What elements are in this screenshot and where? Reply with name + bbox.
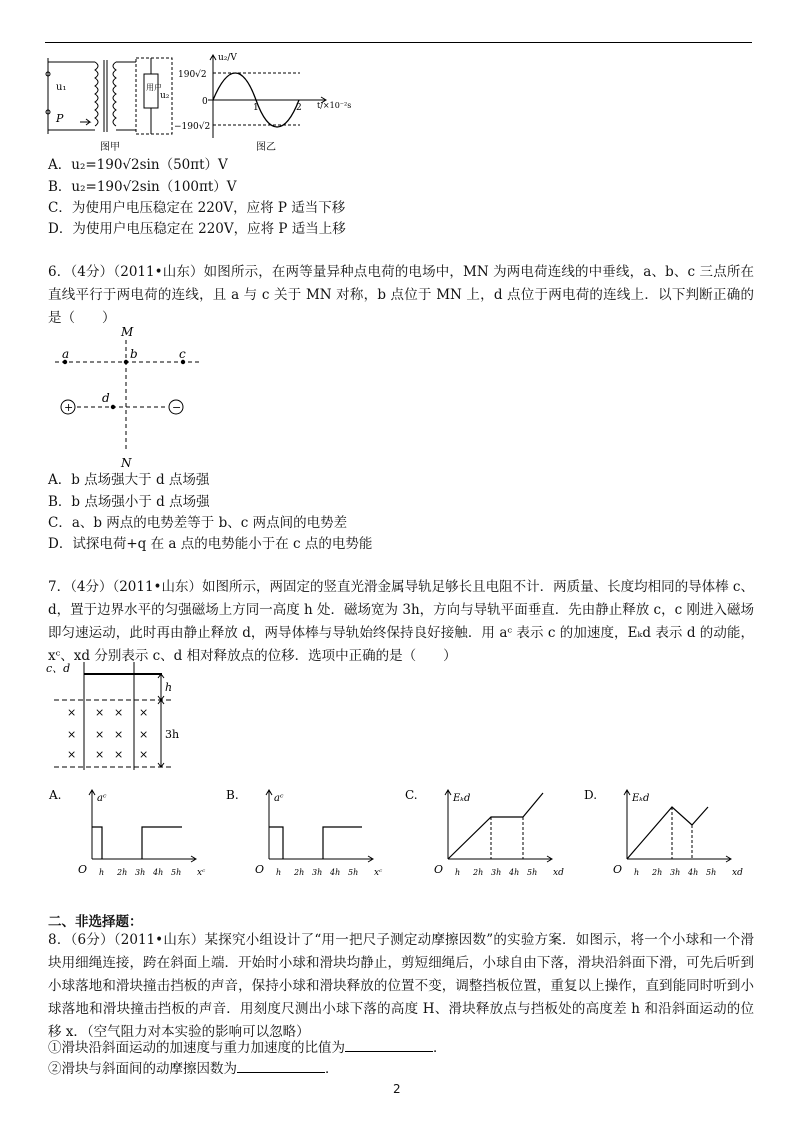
neg-amp-label: −190√2 — [174, 122, 211, 132]
graph-letter: C. — [405, 788, 418, 802]
graph-y-label: aᶜ — [97, 793, 107, 804]
q6-option-a: A．b 点场强大于 d 点场强 — [48, 472, 210, 488]
minus-charge: − — [172, 401, 182, 414]
zero-label: 0 — [202, 97, 208, 107]
q6-stem: 6．（4分）（2011•山东）如图所示，在两等量异种点电荷的电场中，MN 为两电荷连线的中垂线，a、b、c 三点所在直线平行于两电荷的连线，且 a 与 c 关于 MN 对称，b 点位于 MN 上，d 点位于两电荷的连线上．以下判断正确的是（ ） — [48, 264, 754, 326]
q7-stem: 7．（4分）（2011•山东）如图所示，两固定的竖直光滑金属导轨足够长且电阻不计．两质量、长度均相同的导体棒 c、d，置于边界水平的匀强磁场上方同一高度 h 处．磁场宽为 3h，方向与导轨平面垂直．先由静止释放 c，c 刚进入磁场即匀速运动，此时再由静止释放 d，两导体棒与导轨始终保持良好接触．用 aᶜ 表示 c 的加速度，Eₖd 表示 d 的动能，xᶜ、xd 分别表示 c、d 相对释放点的位移．选项中正确的是（ ） — [48, 579, 754, 664]
cd-label: c、d — [46, 662, 71, 675]
q6-option-b: B．b 点场强小于 d 点场强 — [48, 494, 210, 510]
graph-letter: A. — [49, 788, 62, 802]
plus-charge: + — [64, 401, 74, 414]
section-heading: 二、非选择题： — [48, 914, 143, 930]
page-number: 2 — [393, 1082, 401, 1096]
graph-tick: 4h — [509, 868, 520, 877]
q5-option-a: A．u₂=190√2sin（50πt）V — [48, 157, 228, 173]
graph-letter: D. — [584, 788, 598, 802]
graph-tick: 5h — [527, 868, 538, 877]
graph-a — [48, 788, 205, 878]
graph-curve — [627, 807, 708, 859]
svg-text:×: × — [95, 748, 105, 761]
q5-figures — [40, 50, 370, 155]
transformer-figure — [46, 58, 172, 153]
graph-origin: O — [613, 863, 623, 876]
graph-tick: 5h — [171, 868, 182, 877]
answer-blank-2[interactable] — [237, 1058, 325, 1073]
graph-origin: O — [78, 863, 88, 876]
q5-option-d: D．为使用户电压稳定在 220V，应将 P 适当上移 — [48, 221, 346, 237]
u1-label: u₁ — [56, 82, 67, 93]
q8-sub1: ①滑块沿斜面运动的加速度与重力加速度的比值为 ． — [48, 1037, 447, 1058]
graph-b — [226, 788, 382, 878]
svg-text:×: × — [139, 728, 149, 741]
graph-tick: 4h — [688, 868, 699, 877]
tick-2-label: 2 — [296, 103, 302, 113]
wave-figure — [174, 53, 351, 153]
graph-tick: 2h — [117, 868, 128, 877]
graph-x-label: xd — [553, 868, 564, 878]
tick-1-label: 1 — [253, 103, 259, 113]
graph-y-label: Eₖd — [632, 793, 650, 804]
graph-tick: 4h — [153, 868, 164, 877]
p-label: P — [56, 112, 64, 125]
graph-tick: h — [99, 868, 105, 877]
svg-text:×: × — [114, 728, 124, 741]
graph-tick: 3h — [670, 868, 681, 877]
q6-field-figure — [55, 322, 205, 472]
svg-text:×: × — [114, 748, 124, 761]
graph-tick: 3h — [135, 868, 146, 877]
graph-curve — [92, 827, 182, 859]
t-axis-label: t/×10⁻²s — [317, 101, 352, 110]
graph-tick: 3h — [312, 868, 323, 877]
graph-d — [584, 788, 743, 878]
user-label: 用户 — [146, 83, 162, 92]
q8-stem: 8．（6分）（2011•山东）某探究小组设计了“用一把尺子测定动摩擦因数”的实验方案．如图示，将一个小球和一个滑块用细绳连接，跨在斜面上端．开始时小球和滑块均静止，剪短细绳后，小球自由下落，滑块沿斜面下滑，可先后听到小球落地和滑块撞击挡板的声音，保持小球和滑块释放的位置不变，调整挡板位置，重复以上操作，直到能同时听到小球落地和滑块撞击挡板的声音．用刻度尺测出小球下落的高度 H、滑块释放点与挡板处的高度差 h 和沿斜面运动的位移 x．（空气阻力对本实验的影响可以忽略） — [48, 932, 754, 1040]
q7-option-graphs — [45, 787, 745, 882]
label-d: d — [102, 391, 110, 405]
q8-sub2: ②滑块与斜面间的动摩擦因数为 ． — [48, 1058, 339, 1079]
graph-x-label: xᶜ — [374, 868, 383, 878]
pos-amp-label: 190√2 — [178, 70, 207, 80]
svg-text:×: × — [95, 706, 105, 719]
graph-tick: 2h — [473, 868, 484, 877]
three-h-label: 3h — [165, 728, 180, 741]
header-rule — [45, 42, 752, 43]
answer-blank-1[interactable] — [345, 1037, 433, 1052]
graph-tick: h — [276, 868, 282, 877]
q6-option-d: D．试探电荷+q 在 a 点的电势能小于在 c 点的电势能 — [48, 536, 373, 552]
graph-tick: 2h — [652, 868, 663, 877]
q5-option-b: B．u₂=190√2sin（100πt）V — [48, 179, 237, 195]
svg-text:×: × — [67, 706, 77, 719]
q7-rail-figure — [44, 660, 214, 775]
label-c: c — [179, 347, 186, 361]
graph-y-label: aᶜ — [274, 793, 284, 804]
svg-text:×: × — [139, 748, 149, 761]
graph-tick: h — [634, 868, 640, 877]
svg-text:×: × — [139, 706, 149, 719]
graph-tick: 3h — [491, 868, 502, 877]
label-b: b — [130, 347, 138, 361]
q6-option-c: C．a、b 两点的电势差等于 b、c 两点间的电势差 — [48, 515, 348, 531]
caption-jia: 图甲 — [100, 142, 120, 153]
magnetic-field-marks — [67, 706, 148, 761]
svg-text:×: × — [114, 706, 124, 719]
graph-y-label: Eₖd — [453, 793, 471, 804]
graph-tick: 4h — [330, 868, 341, 877]
graph-tick: h — [455, 868, 461, 877]
graph-tick: 5h — [348, 868, 359, 877]
label-n: N — [121, 456, 132, 470]
caption-yi: 图乙 — [256, 142, 276, 153]
u2-axis-label: u₂/V — [218, 53, 237, 63]
graph-letter: B. — [226, 788, 239, 802]
u2-label: u₂ — [160, 91, 170, 101]
graph-tick: 5h — [706, 868, 717, 877]
q5-option-c: C．为使用户电压稳定在 220V，应将 P 适当下移 — [48, 200, 346, 216]
graph-c — [405, 788, 564, 878]
label-m: M — [121, 325, 134, 339]
graph-x-label: xᶜ — [197, 868, 206, 878]
graph-origin: O — [434, 863, 444, 876]
graph-tick: 2h — [294, 868, 305, 877]
graph-x-label: xd — [732, 868, 743, 878]
svg-text:×: × — [95, 728, 105, 741]
svg-text:×: × — [67, 728, 77, 741]
svg-text:×: × — [67, 748, 77, 761]
h-label: h — [165, 681, 173, 694]
label-a: a — [62, 347, 70, 361]
graph-origin: O — [255, 863, 265, 876]
